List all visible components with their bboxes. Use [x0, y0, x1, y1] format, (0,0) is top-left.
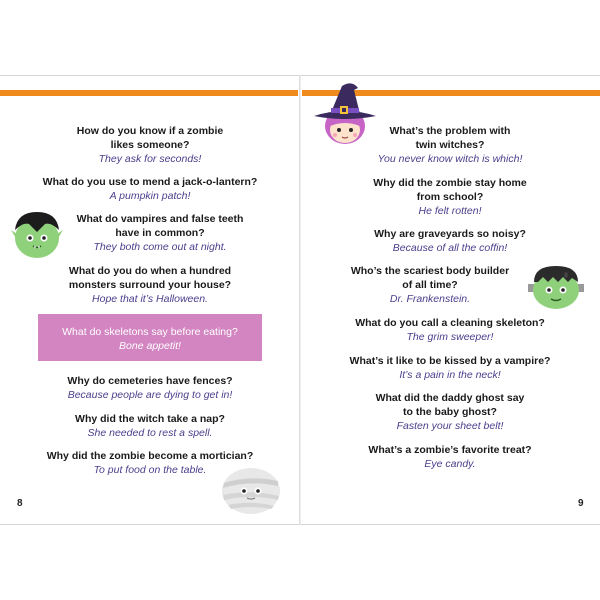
joke-answer: It’s a pain in the neck!	[399, 369, 501, 381]
page-number: 8	[17, 498, 23, 509]
joke-item	[320, 443, 580, 471]
joke-question: What do skeletons say before eating?	[62, 326, 238, 338]
joke-answer: She needed to rest a spell.	[87, 427, 213, 439]
mummy-icon	[220, 465, 282, 515]
joke-answer: You never know witch is which!	[377, 153, 523, 165]
joke-answer: They ask for seconds!	[98, 153, 202, 165]
joke-item	[300, 264, 560, 306]
joke-item	[20, 325, 280, 353]
joke-question: Why did the witch take a nap?	[75, 413, 225, 425]
highlight-box	[38, 314, 262, 361]
joke-question: What’s the problem with twin witches?	[389, 125, 511, 151]
joke-question: Why do cemeteries have fences?	[67, 375, 233, 387]
joke-question: What do you do when a hundred monsters surround your house?	[68, 265, 232, 291]
joke-item	[20, 124, 280, 166]
joke-answer: They both come out at night.	[93, 241, 227, 253]
joke-question: What do you call a cleaning skeleton?	[355, 317, 545, 329]
vampire-icon	[7, 208, 67, 260]
witch-icon	[312, 80, 378, 146]
joke-question: What’s a zombie’s favorite treat?	[368, 444, 532, 456]
joke-item	[320, 391, 580, 433]
joke-answer: To put food on the table.	[93, 464, 207, 476]
page-number: 9	[578, 498, 584, 509]
joke-answer: A pumpkin patch!	[109, 190, 191, 202]
joke-answer: Because people are dying to get in!	[67, 389, 233, 401]
joke-answer: He felt rotten!	[418, 205, 482, 217]
joke-item	[20, 175, 280, 203]
joke-answer: Hope that it’s Halloween.	[92, 293, 208, 305]
joke-answer: Because of all the coffin!	[392, 242, 508, 254]
joke-item	[320, 176, 580, 218]
joke-item	[20, 374, 280, 402]
joke-question: Who’s the scariest body builder of all time?	[350, 265, 510, 291]
joke-question: What do vampires and false teeth have in common?	[76, 213, 244, 239]
frankenstein-icon	[526, 264, 586, 310]
joke-item	[20, 412, 280, 440]
joke-question: What do you use to mend a jack-o-lantern?	[42, 176, 258, 188]
joke-question: What did the daddy ghost say to the baby ghost?	[375, 392, 525, 418]
joke-answer: Eye candy.	[424, 458, 476, 470]
joke-question: Why did the zombie stay home from school?	[373, 177, 527, 203]
joke-question: How do you know if a zombie likes someone?	[76, 125, 224, 151]
left-accent-bar	[0, 90, 298, 96]
joke-question: Why are graveyards so noisy?	[374, 228, 526, 240]
joke-item	[30, 212, 290, 254]
joke-item	[320, 316, 580, 344]
joke-answer: The grim sweeper!	[406, 331, 494, 343]
joke-question: Why did the zombie become a mortician?	[46, 450, 254, 462]
joke-answer: Fasten your sheet belt!	[396, 420, 504, 432]
joke-answer: Bone appetit!	[119, 340, 181, 352]
joke-answer: Dr. Frankenstein.	[389, 293, 471, 305]
joke-item	[20, 264, 280, 306]
joke-question: What’s it like to be kissed by a vampire?	[349, 355, 551, 367]
joke-item	[320, 227, 580, 255]
joke-item	[320, 354, 580, 382]
